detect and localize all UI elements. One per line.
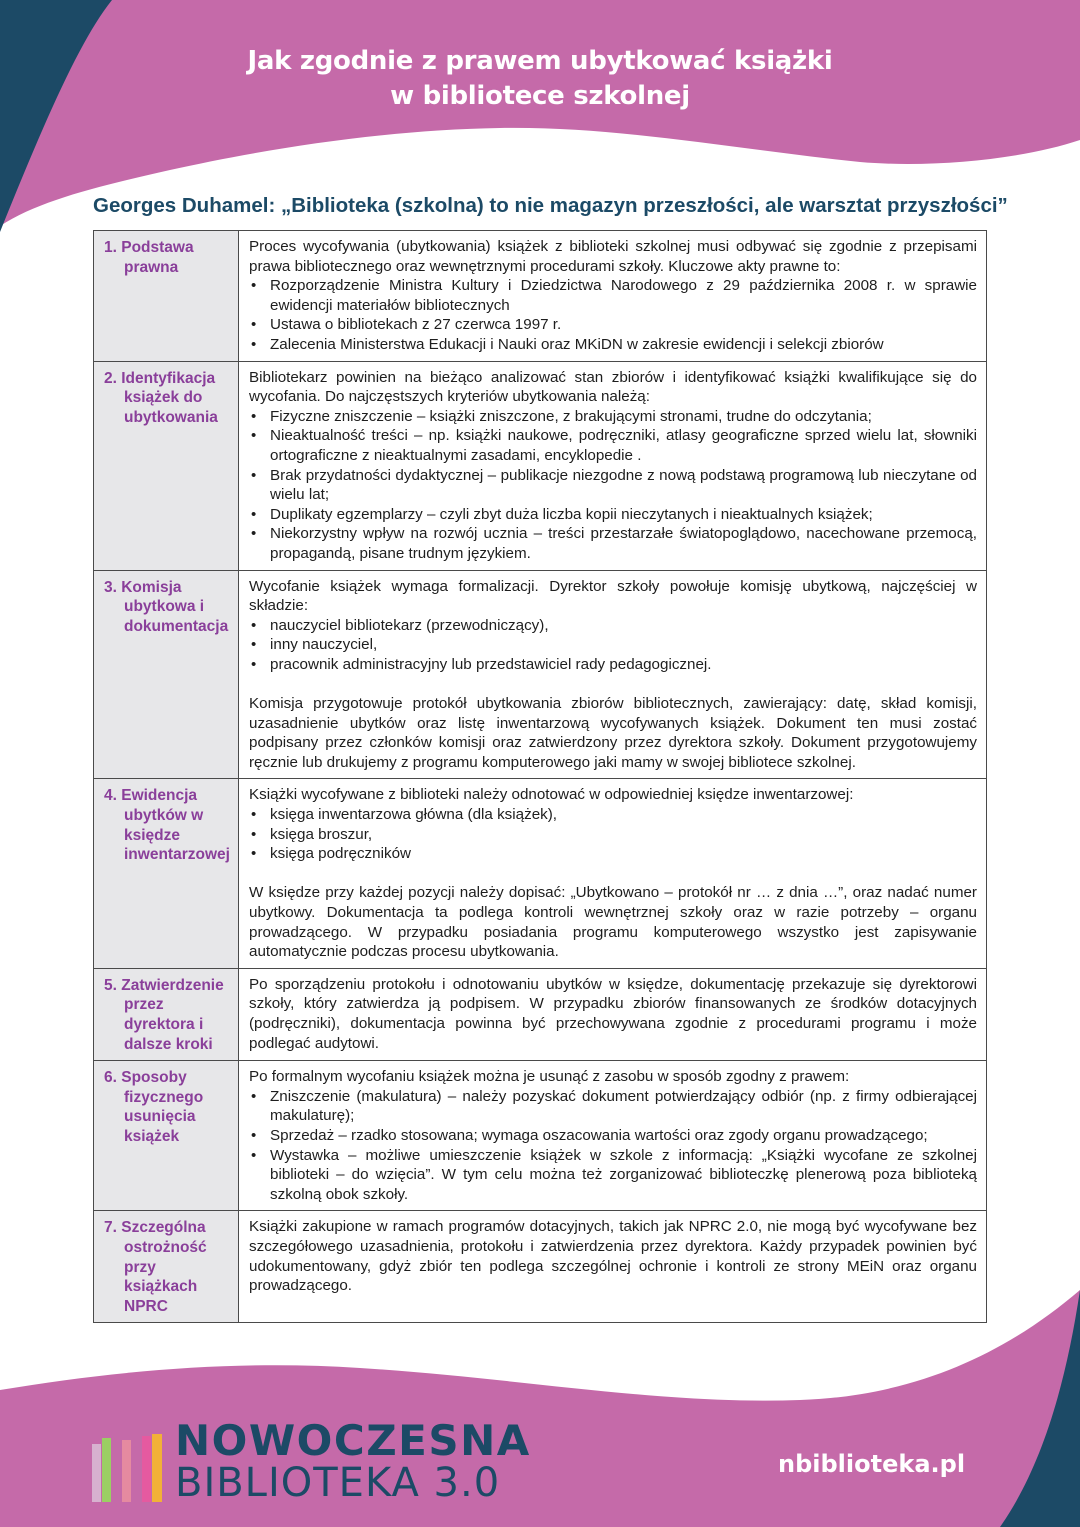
list-item: • księga inwentarzowa główna (dla książek), [249,805,977,825]
page-title-line1: Jak zgodnie z prawem ubytkować książki [247,46,833,76]
row-label-cell [94,1061,239,1211]
row-body-cell [239,968,987,1060]
list-item: • Zniszczenie (makulatura) – należy pozyskać dokument potwierdzający odbiór (np. z firmy odbierającej makulaturę); [249,1087,977,1126]
list-item: • pracownik administracyjny lub przedstawiciel rady pedagogicznej. [249,655,977,675]
row-intro: Proces wycofywania (ubytkowania) książek z biblioteki szkolnej musi odbywać się zgodnie z przepisami prawa bibliotecznego oraz wewnętrznymi procedurami szkoły. Kluczowe akty prawne to: [249,238,977,275]
row-label-cell [94,231,239,362]
list-item: • Sprzedaż – rzadko stosowana; wymaga oszacowania wartości oraz zgody organu prowadzącego; [249,1126,977,1146]
row-label: 1. Podstawa prawna [104,239,194,276]
row-label-cell [94,361,239,570]
logo-text-line2: BIBLIOTEKA 3.0 [175,1460,501,1506]
row-body-cell [239,231,987,362]
list-item: • Duplikaty egzemplarzy – czyli zbyt duża liczba kopii nieczytanych i nieaktualnych książek; [249,505,977,525]
row-intro: Bibliotekarz powinien na bieżąco analizować stan zbiorów i identyfikować książki kwalifikujące się do wycofania. Do najczęstszych kryteriów ubytkowania należą: [249,368,977,406]
row-intro: Książki wycofywane z biblioteki należy odnotować w odpowiedniej księdze inwentarzowej: [249,786,854,804]
table-row [94,779,987,968]
row-label-cell [94,779,239,968]
bullet-list [249,1087,977,1205]
row-intro: Książki zakupione w ramach programów dotacyjnych, takich jak NPRC 2.0, nie mogą być wycofywane bez szczegółowego uzasadnienia, protokołu i zatwierdzenia przez dyrektora. Każdy przypadek powinien być udokumentowany, gdyż zbiór ten podlega szczególnej ochronie i kontroli ze strony MEiN oraz organu prowadzącego. [249,1218,977,1295]
table-row [94,1211,987,1323]
row-body-cell [239,570,987,779]
list-item: • inny nauczyciel, [249,635,977,655]
row-label: 2. Identyfikacja książek do ubytkowania [104,369,218,426]
row-label: 7. Szczególna ostrożność przy książkach NPRC [104,1219,207,1315]
row-outro: W księdze przy każdej pozycji należy dopisać: „Ubytkowano – protokół nr … z dnia …”, oraz nadać numer ubytkowy. Dokumentacja ta podlega kontroli wewnętrznej szkoły oraz w razie potrzeby – organu prowadzącego. W przypadku posiadania programu komputerowego wszystko jest zapisywanie automatycznie podczas procesu ubytkowania. [249,884,977,961]
page-title [0,44,1080,114]
row-label-cell [94,570,239,779]
bullet-list [249,407,977,564]
page-title-line2: w bibliotece szkolnej [390,81,690,111]
list-item: • Niekorzystny wpływ na rozwój ucznia – treści przestarzałe światopoglądowo, nacechowane przemocą, propagandą, pisane trudnym językiem. [249,524,977,563]
logo-text-line1: NOWOCZESNA [175,1416,531,1465]
row-label: 4. Ewidencja ubytków w księdze inwentarzowej [104,787,230,864]
list-item: • księga podręczników [249,844,977,864]
row-label-cell [94,968,239,1060]
brand-logo [92,1418,532,1508]
row-body-cell [239,1211,987,1323]
list-item: • księga broszur, [249,825,977,845]
list-item: • nauczyciel bibliotekarz (przewodniczący), [249,616,977,636]
list-item: • Zalecenia Ministerstwa Edukacji i Nauki oraz MKiDN w zakresie ewidencji i selekcji zbiorów [249,335,977,355]
procedure-table [93,230,987,1323]
row-body-cell [239,1061,987,1211]
row-intro: Wycofanie książek wymaga formalizacji. Dyrektor szkoły powołuje komisję ubytkową, najczęściej w składzie: [249,577,977,615]
row-outro: Komisja przygotowuje protokół ubytkowania zbiorów bibliotecznych, zawierający: datę, skład komisji, uzasadnienie ubytków oraz listę inwentarzową wycofywanych książek. Dokument ten musi zostać podpisany przez członków komisji oraz zatwierdzony przez dyrektora szkoły. Dokument przygotowujemy ręcznie lub drukujemy z programu komputerowego jaki mamy w swojej bibliotece szkolnej. [249,695,977,771]
row-body-cell [239,361,987,570]
books-icon [92,1430,164,1502]
table-row [94,231,987,362]
bullet-list [249,805,977,864]
list-item: • Ustawa o bibliotekach z 27 czerwca 1997 r. [249,315,977,335]
table-row [94,1061,987,1211]
bullet-list [249,616,977,675]
table-row [94,968,987,1060]
row-label: 6. Sposoby fizycznego usunięcia książek [104,1069,204,1145]
list-item: • Nieaktualność treści – np. książki naukowe, podręczniki, atlasy geograficzne sprzed wielu lat, słowniki ortograficzne z nieaktualnymi zasadami, encyklopedie . [249,426,977,465]
table-row [94,361,987,570]
table-row [94,570,987,779]
row-label: 3. Komisja ubytkowa i dokumentacja [104,578,229,635]
list-item: • Wystawka – możliwe umieszczenie książek w szkole z informacją: „Książki wycofane ze szkolnej biblioteki – do wzięcia”. W tym celu można też zorganizować biblioteczkę plenerową poza biblioteką szkolną obok szkoły. [249,1146,977,1205]
quote-heading: Georges Duhamel: „Biblioteka (szkolna) to nie magazyn przeszłości, ale warsztat przyszłości” [93,194,1008,217]
row-label-cell [94,1211,239,1323]
list-item: • Brak przydatności dydaktycznej – publikacje niezgodne z nową podstawą programową lub nieczytane od wielu lat; [249,466,977,505]
list-item: • Rozporządzenie Ministra Kultury i Dziedzictwa Narodowego z 29 października 2008 r. w sprawie ewidencji materiałów bibliotecznych [249,276,977,315]
row-label: 5. Zatwierdzenie przez dyrektora i dalsze kroki [104,976,224,1053]
row-intro: Po sporządzeniu protokołu i odnotowaniu ubytków w księdze, dokumentację przekazuje się dyrektorowi szkoły, który zatwierdza ją podpisem. W przypadku zbiorów finansowanych ze środków dotacyjnych (podręczniki), dokumentacja powinna być przechowywana zgodnie z procedurami programu i może podlegać audytowi. [249,975,977,1052]
bullet-list [249,276,977,354]
row-intro: Po formalnym wycofaniu książek można je usunąć z zasobu w sposób zgodny z prawem: [249,1068,850,1086]
list-item: • Fizyczne zniszczenie – książki zniszczone, z brakującymi stronami, trudne do odczytania; [249,407,977,427]
row-body-cell [239,779,987,968]
website-link[interactable]: nbiblioteka.pl [778,1450,966,1478]
